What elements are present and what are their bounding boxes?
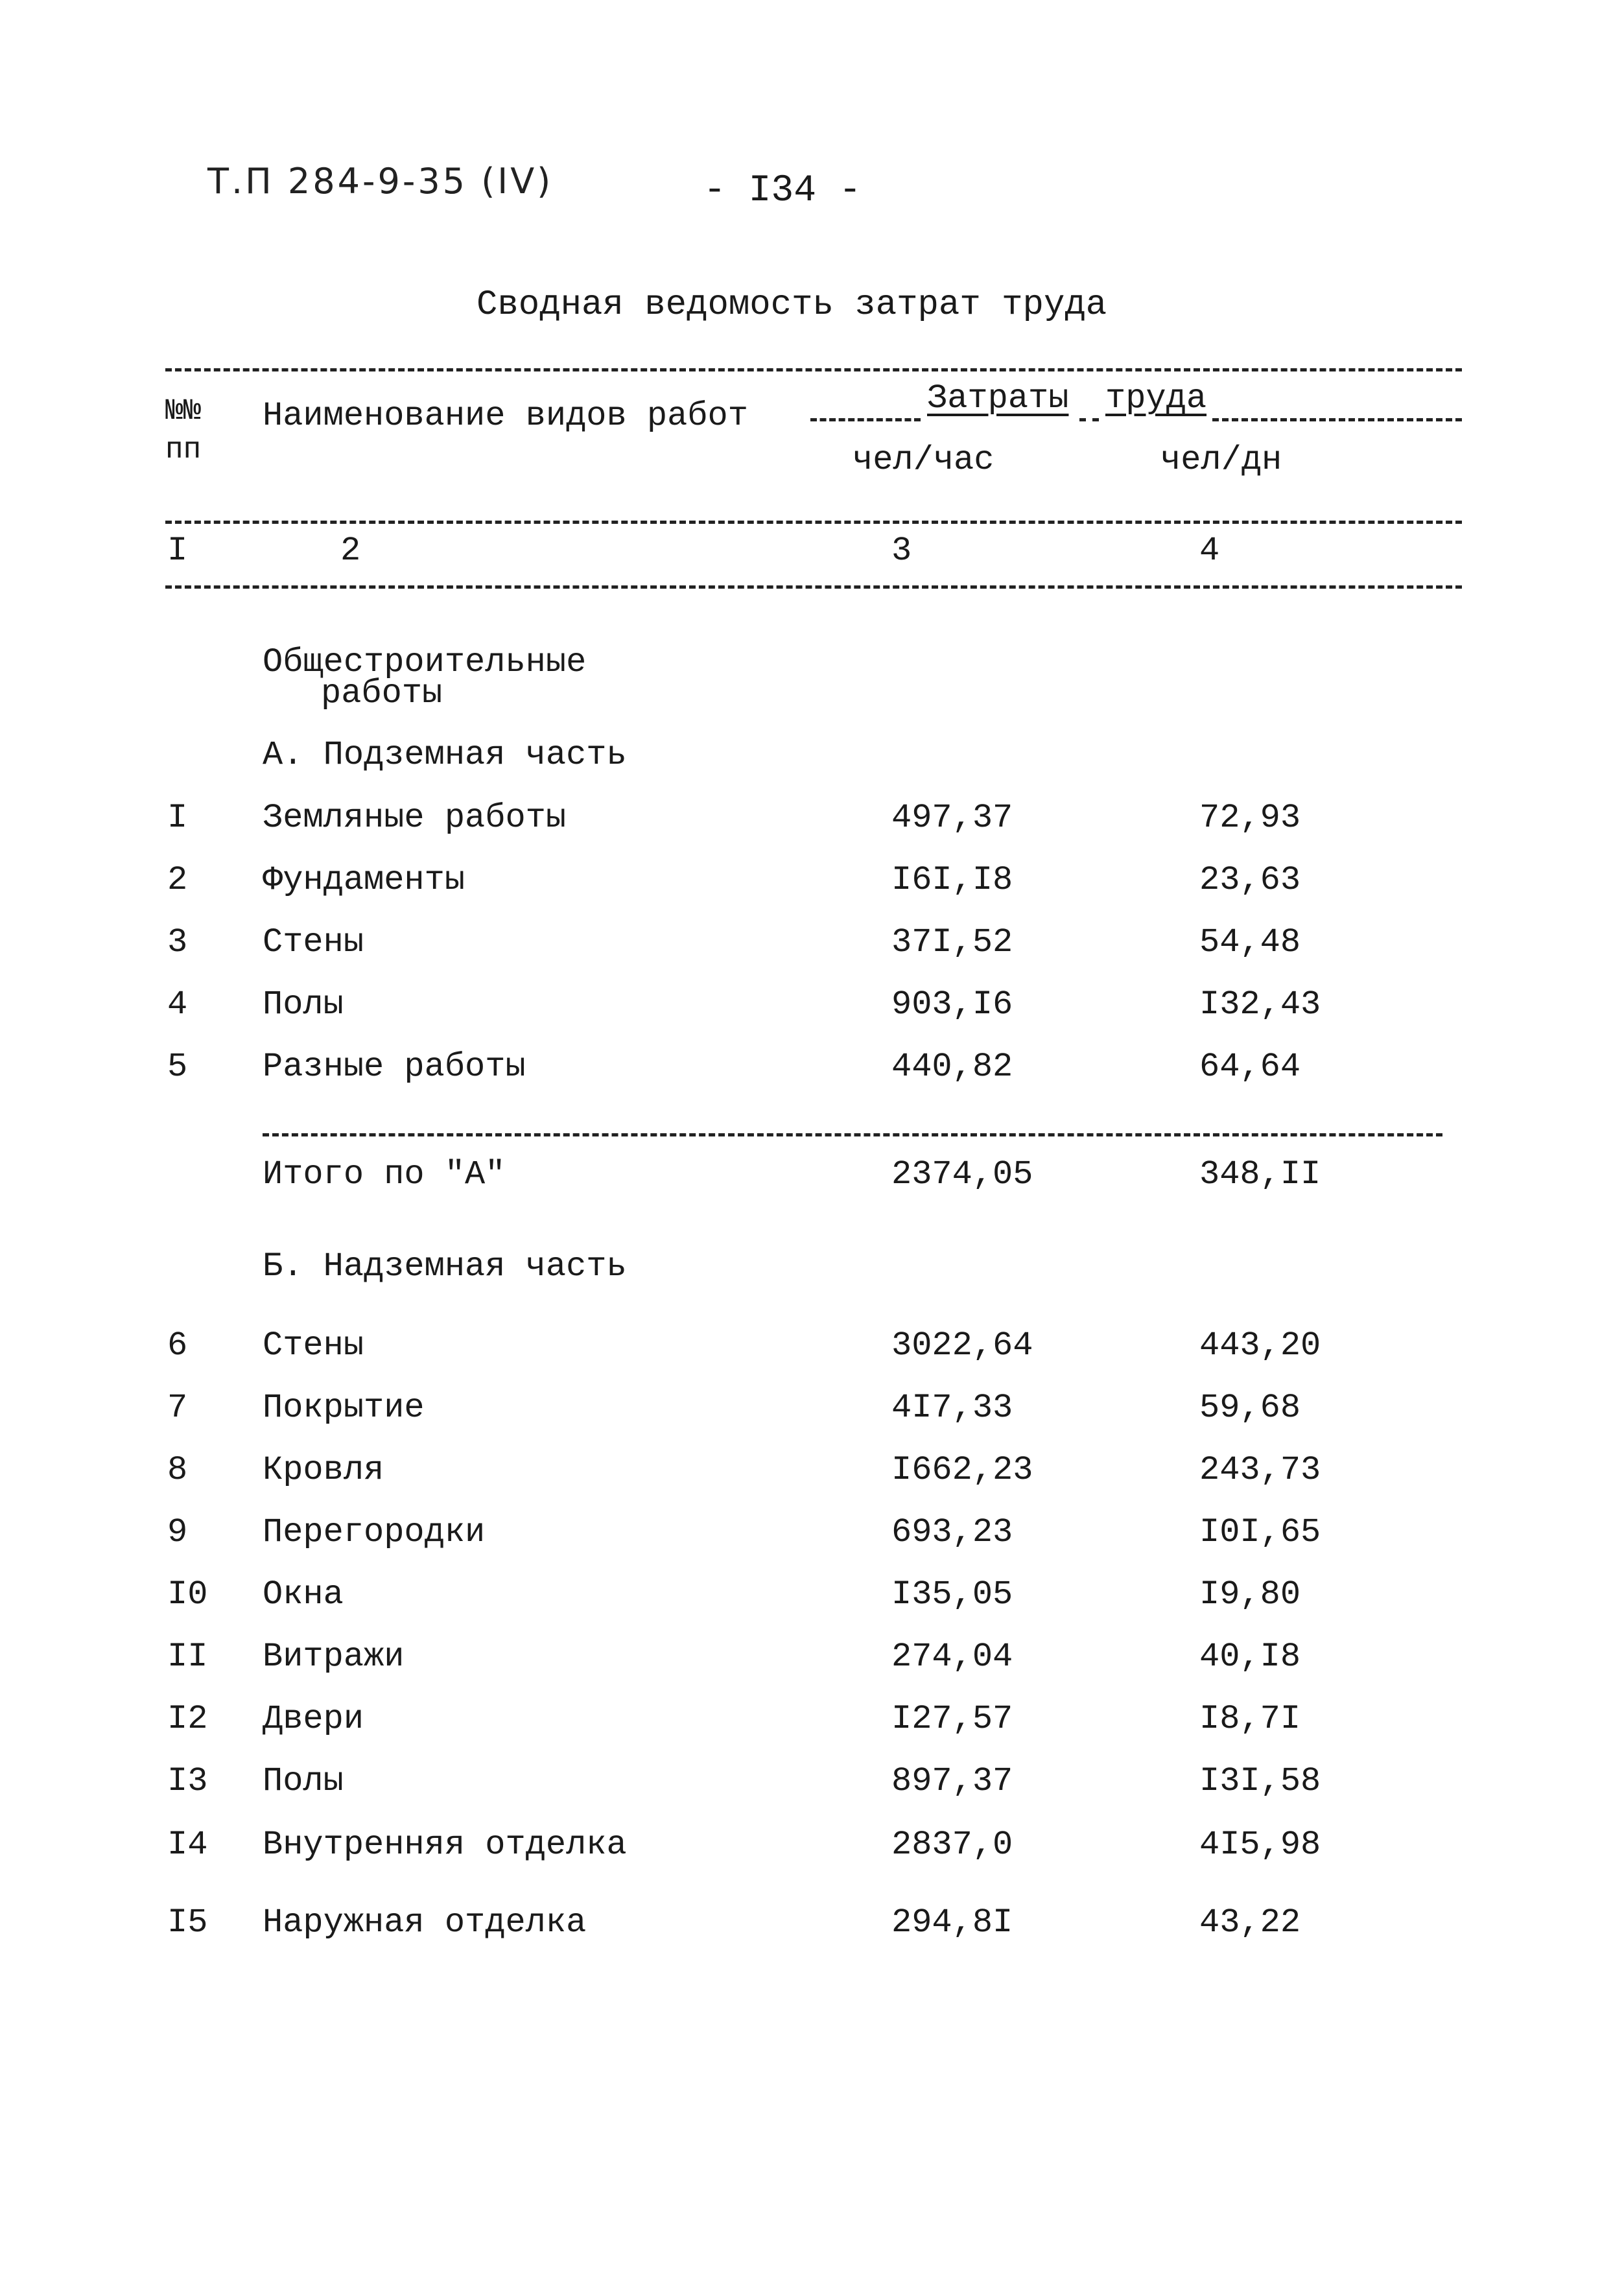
- row-work-name: Полы: [263, 1762, 344, 1800]
- row-number: 8: [167, 1451, 188, 1489]
- col-number-4: 4: [1199, 532, 1220, 570]
- row-man-hours: 294,8I: [891, 1903, 1013, 1942]
- row-number: I4: [167, 1826, 208, 1864]
- total-man-days: 348,II: [1199, 1155, 1321, 1194]
- row-man-days: 59,68: [1199, 1389, 1301, 1427]
- name-column-label: Наименование видов работ: [263, 397, 748, 435]
- row-number: II: [167, 1638, 208, 1676]
- row-work-name: Двери: [263, 1700, 364, 1738]
- header-bottom-divider: [165, 585, 1462, 589]
- row-number: 6: [167, 1326, 188, 1365]
- row-man-hours: 3022,64: [891, 1326, 1033, 1365]
- row-man-days: 23,63: [1199, 861, 1301, 899]
- total-divider: [263, 1133, 1442, 1136]
- row-man-hours: 274,04: [891, 1638, 1013, 1676]
- row-man-hours: 4I7,33: [891, 1389, 1013, 1427]
- col4-label: чел/дн: [1160, 441, 1282, 479]
- col-number-3: 3: [891, 532, 912, 570]
- row-man-days: 43,22: [1199, 1903, 1301, 1942]
- row-work-name: Перегородки: [263, 1513, 486, 1551]
- row-man-days: 54,48: [1199, 923, 1301, 961]
- total-label: Итого по "А": [263, 1155, 506, 1194]
- row-work-name: Земляные работы: [263, 799, 567, 837]
- total-man-hours: 2374,05: [891, 1155, 1033, 1194]
- row-number: 3: [167, 923, 188, 961]
- group-divider-left: [810, 418, 921, 421]
- row-man-days: 443,20: [1199, 1326, 1321, 1365]
- row-man-hours: 903,I6: [891, 985, 1013, 1024]
- row-number: 7: [167, 1389, 188, 1427]
- num-column-label: №№: [165, 394, 202, 428]
- row-number: I0: [167, 1575, 208, 1614]
- row-man-days: 243,73: [1199, 1451, 1321, 1489]
- group-label-labor: труда: [1105, 379, 1207, 418]
- section-b-heading: Б. Надземная часть: [263, 1247, 627, 1286]
- row-number: 2: [167, 861, 188, 899]
- row-work-name: Окна: [263, 1575, 344, 1614]
- row-man-hours: 693,23: [891, 1513, 1013, 1551]
- row-man-days: 72,93: [1199, 799, 1301, 837]
- row-man-days: 40,I8: [1199, 1638, 1301, 1676]
- row-man-days: I3I,58: [1199, 1762, 1321, 1800]
- row-number: 4: [167, 985, 188, 1024]
- row-man-hours: I27,57: [891, 1700, 1013, 1738]
- row-work-name: Витражи: [263, 1638, 405, 1676]
- row-work-name: Стены: [263, 1326, 364, 1365]
- row-man-hours: I662,23: [891, 1451, 1033, 1489]
- col-number-2: 2: [340, 532, 361, 570]
- row-man-hours: 440,82: [891, 1048, 1013, 1086]
- row-number: I3: [167, 1762, 208, 1800]
- document-code: Т.П 284-9-35 (IV): [207, 161, 554, 202]
- row-man-hours: 897,37: [891, 1762, 1013, 1800]
- row-man-hours: I35,05: [891, 1575, 1013, 1614]
- row-man-days: 4I5,98: [1199, 1826, 1321, 1864]
- group-divider-right: [1212, 418, 1462, 421]
- row-man-hours: I6I,I8: [891, 861, 1013, 899]
- row-man-days: I8,7I: [1199, 1700, 1301, 1738]
- row-man-days: I0I,65: [1199, 1513, 1321, 1551]
- header-top-divider: [165, 368, 1462, 371]
- row-man-days: I32,43: [1199, 985, 1321, 1024]
- row-number: I2: [167, 1700, 208, 1738]
- row-man-hours: 2837,0: [891, 1826, 1013, 1864]
- col-number-1: I: [167, 532, 188, 570]
- col3-label: чел/час: [853, 441, 994, 479]
- row-man-hours: 37I,52: [891, 923, 1013, 961]
- row-number: 5: [167, 1048, 188, 1086]
- row-number: I5: [167, 1903, 208, 1942]
- group-divider-mid: [1079, 418, 1099, 421]
- row-work-name: Полы: [263, 985, 344, 1024]
- section-a-heading: А. Подземная часть: [263, 736, 627, 774]
- row-work-name: Покрытие: [263, 1389, 425, 1427]
- row-man-hours: 497,37: [891, 799, 1013, 837]
- page-number: - I34 -: [703, 170, 862, 212]
- row-number: 9: [167, 1513, 188, 1551]
- row-work-name: Фундаменты: [263, 861, 465, 899]
- row-work-name: Кровля: [263, 1451, 384, 1489]
- row-work-name: Наружная отделка: [263, 1903, 587, 1942]
- row-number: I: [167, 799, 188, 837]
- section-general-heading-2: работы: [321, 674, 443, 712]
- page-title: Сводная ведомость затрат труда: [477, 285, 1107, 325]
- row-man-days: I9,80: [1199, 1575, 1301, 1614]
- section-general-heading: Общестроительные: [263, 643, 587, 681]
- row-work-name: Разные работы: [263, 1048, 526, 1086]
- row-work-name: Стены: [263, 923, 364, 961]
- row-work-name: Внутренняя отделка: [263, 1826, 627, 1864]
- num-column-label-2: пп: [165, 433, 202, 467]
- group-label-costs: Затраты: [927, 379, 1069, 418]
- row-man-days: 64,64: [1199, 1048, 1301, 1086]
- header-mid-divider: [165, 521, 1462, 524]
